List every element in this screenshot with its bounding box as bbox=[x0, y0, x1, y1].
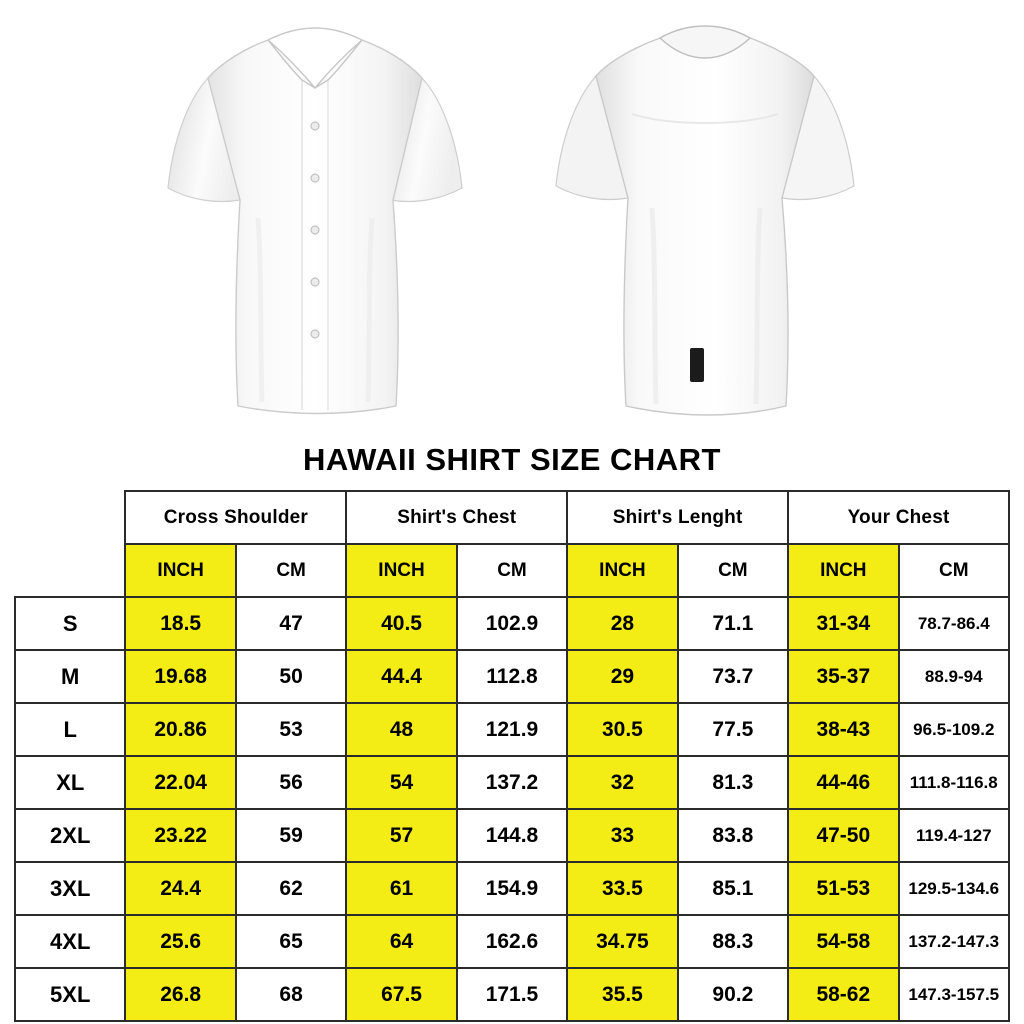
cell-cross-shoulder-inch: 23.22 bbox=[125, 809, 235, 862]
row-size-label: L bbox=[15, 703, 125, 756]
cell-cross-shoulder-cm: 68 bbox=[236, 968, 346, 1021]
cell-chest-inch: 64 bbox=[346, 915, 456, 968]
row-size-label: S bbox=[15, 597, 125, 650]
unit-header-your-chest-inch: INCH bbox=[788, 544, 898, 597]
cell-cross-shoulder-cm: 47 bbox=[236, 597, 346, 650]
cell-length-cm: 88.3 bbox=[678, 915, 788, 968]
cell-chest-cm: 137.2 bbox=[457, 756, 567, 809]
cell-cross-shoulder-cm: 62 bbox=[236, 862, 346, 915]
unit-header-chest-cm: CM bbox=[457, 544, 567, 597]
row-size-label: 4XL bbox=[15, 915, 125, 968]
cell-length-cm: 85.1 bbox=[678, 862, 788, 915]
cell-chest-cm: 154.9 bbox=[457, 862, 567, 915]
unit-header-cross-shoulder-cm: CM bbox=[236, 544, 346, 597]
group-header-cross-shoulder: Cross Shoulder bbox=[125, 491, 346, 544]
cell-length-inch: 33.5 bbox=[567, 862, 677, 915]
cell-length-inch: 30.5 bbox=[567, 703, 677, 756]
cell-cross-shoulder-cm: 50 bbox=[236, 650, 346, 703]
table-row bbox=[15, 756, 1009, 809]
cell-cross-shoulder-cm: 53 bbox=[236, 703, 346, 756]
cell-cross-shoulder-cm: 65 bbox=[236, 915, 346, 968]
table-row bbox=[15, 703, 1009, 756]
row-size-label: 5XL bbox=[15, 968, 125, 1021]
table-group-header-row bbox=[15, 491, 1009, 544]
cell-chest-cm: 102.9 bbox=[457, 597, 567, 650]
cell-length-inch: 28 bbox=[567, 597, 677, 650]
cell-your-chest-cm: 111.8-116.8 bbox=[899, 756, 1009, 809]
page-title: HAWAII SHIRT SIZE CHART bbox=[303, 442, 721, 477]
cell-chest-inch: 61 bbox=[346, 862, 456, 915]
table-row bbox=[15, 650, 1009, 703]
unit-header-your-chest-cm: CM bbox=[899, 544, 1009, 597]
cell-chest-cm: 171.5 bbox=[457, 968, 567, 1021]
unit-header-chest-inch: INCH bbox=[346, 544, 456, 597]
table-row bbox=[15, 862, 1009, 915]
row-size-label: M bbox=[15, 650, 125, 703]
row-size-label: 3XL bbox=[15, 862, 125, 915]
cell-your-chest-inch: 47-50 bbox=[788, 809, 898, 862]
cell-length-cm: 77.5 bbox=[678, 703, 788, 756]
table-row bbox=[15, 597, 1009, 650]
cell-chest-cm: 162.6 bbox=[457, 915, 567, 968]
cell-length-cm: 90.2 bbox=[678, 968, 788, 1021]
cell-chest-inch: 57 bbox=[346, 809, 456, 862]
unit-header-length-inch: INCH bbox=[567, 544, 677, 597]
size-chart-table bbox=[14, 490, 1010, 1022]
table-row bbox=[15, 809, 1009, 862]
cell-length-inch: 35.5 bbox=[567, 968, 677, 1021]
cell-your-chest-inch: 51-53 bbox=[788, 862, 898, 915]
size-chart-table-wrap bbox=[0, 490, 1024, 1022]
group-header-your-chest: Your Chest bbox=[788, 491, 1009, 544]
shirt-front-image bbox=[150, 18, 480, 428]
cell-length-cm: 73.7 bbox=[678, 650, 788, 703]
shirt-back-image bbox=[540, 18, 870, 428]
table-corner-cell-2 bbox=[15, 544, 125, 597]
cell-cross-shoulder-cm: 59 bbox=[236, 809, 346, 862]
cell-cross-shoulder-inch: 22.04 bbox=[125, 756, 235, 809]
cell-your-chest-cm: 96.5-109.2 bbox=[899, 703, 1009, 756]
cell-your-chest-inch: 54-58 bbox=[788, 915, 898, 968]
cell-your-chest-inch: 38-43 bbox=[788, 703, 898, 756]
group-header-shirts-chest: Shirt's Chest bbox=[346, 491, 567, 544]
cell-your-chest-cm: 88.9-94 bbox=[899, 650, 1009, 703]
cell-your-chest-inch: 44-46 bbox=[788, 756, 898, 809]
cell-cross-shoulder-inch: 26.8 bbox=[125, 968, 235, 1021]
cell-your-chest-inch: 58-62 bbox=[788, 968, 898, 1021]
cell-chest-cm: 144.8 bbox=[457, 809, 567, 862]
row-size-label: XL bbox=[15, 756, 125, 809]
cell-length-cm: 83.8 bbox=[678, 809, 788, 862]
shirt-illustrations bbox=[0, 0, 1024, 442]
unit-header-length-cm: CM bbox=[678, 544, 788, 597]
table-corner-cell bbox=[15, 491, 125, 544]
cell-cross-shoulder-inch: 19.68 bbox=[125, 650, 235, 703]
cell-chest-inch: 48 bbox=[346, 703, 456, 756]
unit-header-cross-shoulder-inch: INCH bbox=[125, 544, 235, 597]
cell-your-chest-cm: 147.3-157.5 bbox=[899, 968, 1009, 1021]
table-row bbox=[15, 915, 1009, 968]
cell-your-chest-cm: 78.7-86.4 bbox=[899, 597, 1009, 650]
table-row bbox=[15, 968, 1009, 1021]
cell-chest-inch: 67.5 bbox=[346, 968, 456, 1021]
cell-chest-inch: 54 bbox=[346, 756, 456, 809]
cell-chest-inch: 44.4 bbox=[346, 650, 456, 703]
cell-chest-cm: 112.8 bbox=[457, 650, 567, 703]
cell-cross-shoulder-inch: 18.5 bbox=[125, 597, 235, 650]
cell-length-cm: 71.1 bbox=[678, 597, 788, 650]
row-size-label: 2XL bbox=[15, 809, 125, 862]
cell-length-inch: 34.75 bbox=[567, 915, 677, 968]
cell-cross-shoulder-inch: 20.86 bbox=[125, 703, 235, 756]
cell-length-cm: 81.3 bbox=[678, 756, 788, 809]
cell-your-chest-cm: 129.5-134.6 bbox=[899, 862, 1009, 915]
cell-length-inch: 29 bbox=[567, 650, 677, 703]
cell-your-chest-cm: 119.4-127 bbox=[899, 809, 1009, 862]
cell-your-chest-cm: 137.2-147.3 bbox=[899, 915, 1009, 968]
cell-cross-shoulder-inch: 25.6 bbox=[125, 915, 235, 968]
table-unit-header-row bbox=[15, 544, 1009, 597]
cell-your-chest-inch: 35-37 bbox=[788, 650, 898, 703]
cell-length-inch: 33 bbox=[567, 809, 677, 862]
cell-chest-cm: 121.9 bbox=[457, 703, 567, 756]
cell-your-chest-inch: 31-34 bbox=[788, 597, 898, 650]
cell-cross-shoulder-cm: 56 bbox=[236, 756, 346, 809]
cell-cross-shoulder-inch: 24.4 bbox=[125, 862, 235, 915]
group-header-shirts-length: Shirt's Lenght bbox=[567, 491, 788, 544]
cell-chest-inch: 40.5 bbox=[346, 597, 456, 650]
cell-length-inch: 32 bbox=[567, 756, 677, 809]
